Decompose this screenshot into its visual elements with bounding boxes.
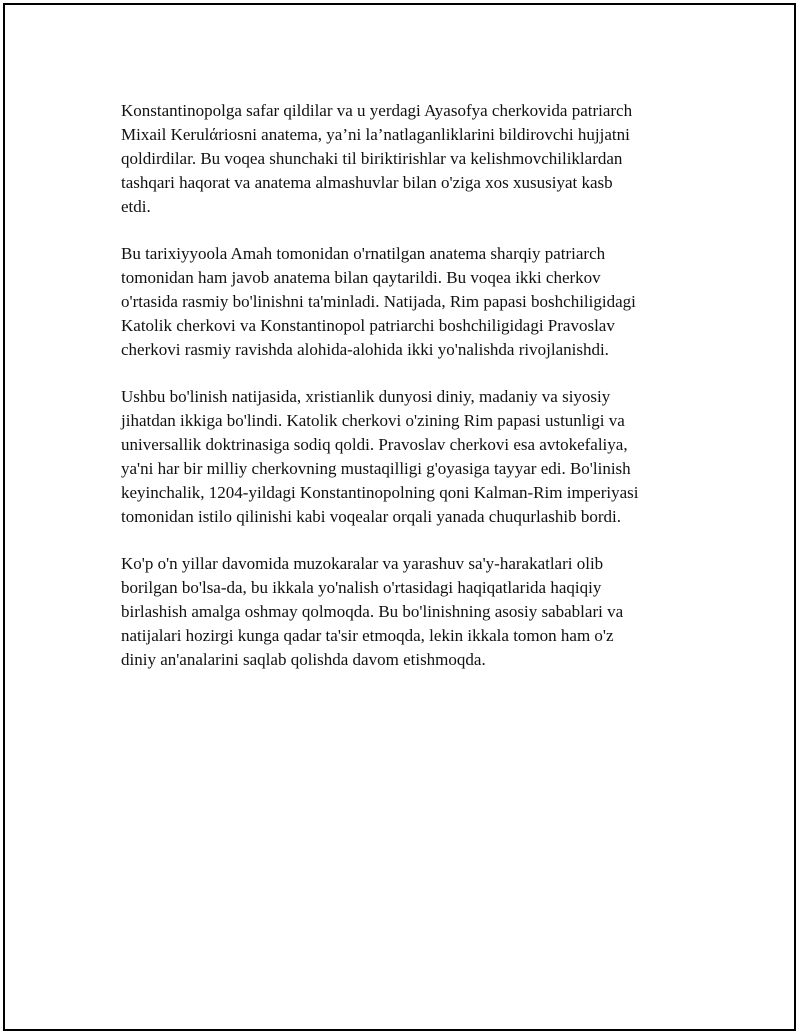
text-line: o'rtasida rasmiy bo'linishni ta'minladi. Natijada, Rim papasi boshchiligidagi xyxy=(121,292,636,311)
text-line: tashqari haqorat va anatema almashuvlar bilan o'ziga xos xususiyat kasb xyxy=(121,173,613,192)
text-line: qoldirdilar. Bu voqea shunchaki til biriktirishlar va kelishmovchiliklardan xyxy=(121,149,623,168)
text-line: tomonidan ham javob anatema bilan qaytarildi. Bu voqea ikki cherkov xyxy=(121,268,601,287)
text-line: etdi. xyxy=(121,197,151,216)
text-line: jihatdan ikkiga bo'lindi. Katolik cherkovi o'zining Rim papasi ustunligi va xyxy=(121,411,625,430)
text-line: Katolik cherkovi va Konstantinopol patriarchi boshchiligidagi Pravoslav xyxy=(121,316,615,335)
text-line: ya'ni har bir milliy cherkovning mustaqilligi g'oyasiga tayyar edi. Bo'linish xyxy=(121,459,631,478)
text-line: borilgan bo'lsa-da, bu ikkala yo'nalish o'rtasidagi haqiqatlarida haqiqiy xyxy=(121,578,602,597)
text-line: natijalari hozirgi kunga qadar ta'sir etmoqda, lekin ikkala tomon ham o'z xyxy=(121,626,614,645)
text-line: cherkovi rasmiy ravishda alohida-alohida ikki yo'nalishda rivojlanishdi. xyxy=(121,340,609,359)
paragraph-1 xyxy=(121,99,691,219)
text-line: Ushbu bo'linish natijasida, xristianlik dunyosi diniy, madaniy va siyosiy xyxy=(121,387,611,406)
document-body xyxy=(121,99,691,695)
text-line: universallik doktrinasiga sodiq qoldi. Pravoslav cherkovi esa avtokefaliya, xyxy=(121,435,628,454)
paragraph-2 xyxy=(121,242,691,362)
text-line: keyinchalik, 1204-yildagi Konstantinopolning qoni Kalman-Rim imperiyasi xyxy=(121,483,639,502)
text-line: diniy an'analarini saqlab qolishda davom etishmoqda. xyxy=(121,650,486,669)
page-frame xyxy=(3,3,796,1031)
text-line: Konstantinopolga safar qildilar va u yerdagi Ayasofya cherkovida patriarch xyxy=(121,101,633,120)
paragraph-4 xyxy=(121,552,691,672)
text-line: tomonidan istilo qilinishi kabi voqealar orqali yanada chuqurlashib bordi. xyxy=(121,507,621,526)
text-line: birlashish amalga oshmay qolmoqda. Bu bo'linishning asosiy sabablari va xyxy=(121,602,624,621)
text-line: Ko'p o'n yillar davomida muzokaralar va yarashuv sa'y-harakatlari olib xyxy=(121,554,604,573)
text-line: Mixail Kerulάriosni anatema, ya’ni la’natlaganliklarini bildirovchi hujjatni xyxy=(121,125,630,144)
text-line: Bu tarixiyyoola Amah tomonidan o'rnatilgan anatema sharqiy patriarch xyxy=(121,244,606,263)
paragraph-3 xyxy=(121,385,691,529)
